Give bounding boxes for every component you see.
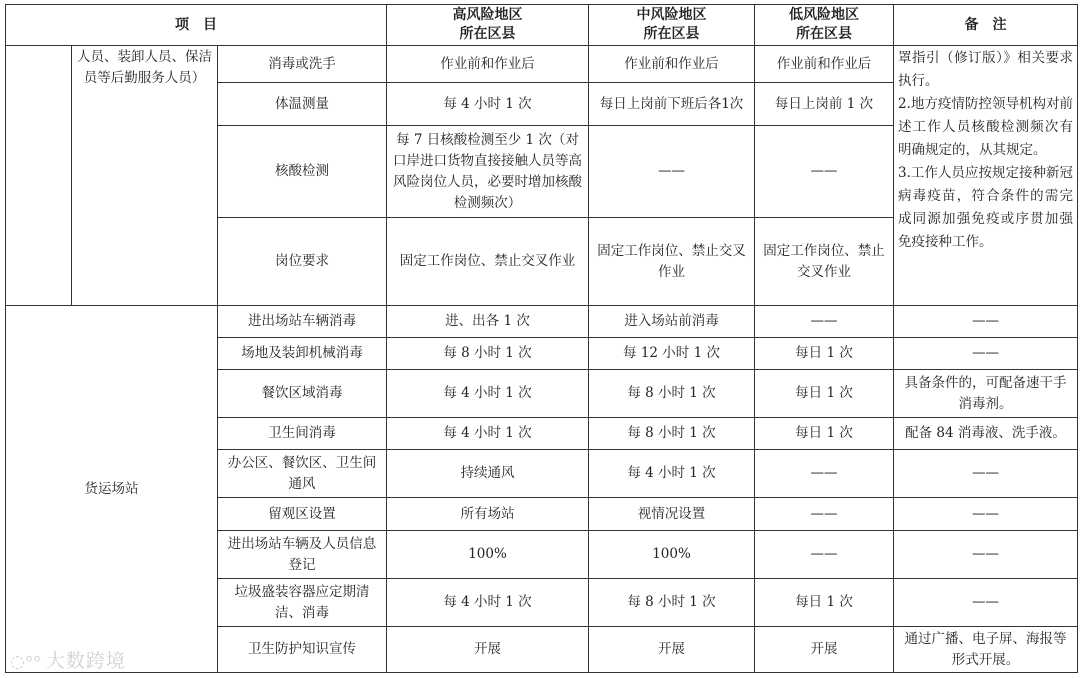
row-note: 配备 84 消毒液、洗手液。: [894, 418, 1078, 450]
header-notes: 备 注: [894, 5, 1078, 46]
row-mid: 开展: [589, 627, 755, 673]
row-low: 开展: [755, 627, 894, 673]
row-note: ——: [894, 338, 1078, 370]
prevention-table: [5, 4, 1078, 673]
row-mid: 每日上岗前下班后各1次: [589, 83, 755, 126]
row-low: 每日 1 次: [755, 579, 894, 627]
row-high: 持续通风: [387, 450, 589, 498]
row-mid: 进入场站前消毒: [589, 306, 755, 338]
row-mid: ——: [589, 126, 755, 218]
row-low: 每日 1 次: [755, 338, 894, 370]
row-mid: 作业前和作业后: [589, 46, 755, 83]
row-mid: 固定工作岗位、禁止交叉作业: [589, 218, 755, 306]
row-mid: 每 8 小时 1 次: [589, 579, 755, 627]
row-item: 进出场站车辆消毒: [218, 306, 387, 338]
row-high: 作业前和作业后: [387, 46, 589, 83]
row-low: ——: [755, 126, 894, 218]
header-low-risk: 低风险地区 所在区县: [755, 5, 894, 46]
row-item: 卫生防护知识宣传: [218, 627, 387, 673]
row-mid: 每 8 小时 1 次: [589, 370, 755, 418]
row-low: 每日 1 次: [755, 418, 894, 450]
row-item: 餐饮区域消毒: [218, 370, 387, 418]
row-item: 进出场站车辆及人员信息登记: [218, 531, 387, 579]
row-note: ——: [894, 531, 1078, 579]
row-item: 消毒或洗手: [218, 46, 387, 83]
watermark: [10, 646, 126, 673]
row-note: ——: [894, 579, 1078, 627]
table-row: [6, 46, 1078, 83]
row-low: ——: [755, 306, 894, 338]
row-high: 进、出各 1 次: [387, 306, 589, 338]
row-note: 具备条件的，可配备速干手消毒剂。: [894, 370, 1078, 418]
row-high: 每 4 小时 1 次: [387, 579, 589, 627]
row-high: 所有场站: [387, 498, 589, 531]
row-low: 每日 1 次: [755, 370, 894, 418]
row-high: 固定工作岗位、禁止交叉作业: [387, 218, 589, 306]
row-high: 每 4 小时 1 次: [387, 83, 589, 126]
empty-cell: [6, 46, 72, 306]
row-high: 每 4 小时 1 次: [387, 370, 589, 418]
row-mid: 每 8 小时 1 次: [589, 418, 755, 450]
row-note: ——: [894, 450, 1078, 498]
row-mid: 视情况设置: [589, 498, 755, 531]
row-item: 垃圾盛装容器应定期清洁、消毒: [218, 579, 387, 627]
workers-notes: 罩指引（修订版）》相关要求执行。 2.地方疫情防控领导机构对前述工作人员核酸检测频次有明确规定的，从其规定。 3.工作人员应按规定接种新冠病毒疫苗，符合条件的需完成同源加强免疫或序贯加强免疫接种工作。: [894, 46, 1078, 306]
row-high: 开展: [387, 627, 589, 673]
row-item: 卫生间消毒: [218, 418, 387, 450]
header-high-risk: 高风险地区 所在区县: [387, 5, 589, 46]
workers-category: 人员、装卸人员、保洁员等后勤服务人员）: [72, 46, 218, 306]
row-item: 体温测量: [218, 83, 387, 126]
station-category: 货运场站: [6, 306, 218, 673]
row-mid: 100%: [589, 531, 755, 579]
row-note: 通过广播、电子屏、海报等形式开展。: [894, 627, 1078, 673]
watermark-text: 大数跨境: [45, 650, 126, 672]
row-low: ——: [755, 498, 894, 531]
header-mid-risk: 中风险地区 所在区县: [589, 5, 755, 46]
table-row: [6, 306, 1078, 338]
row-note: ——: [894, 306, 1078, 338]
row-mid: 每 4 小时 1 次: [589, 450, 755, 498]
row-low: ——: [755, 450, 894, 498]
row-low: 固定工作岗位、禁止交叉作业: [755, 218, 894, 306]
row-high: 每 4 小时 1 次: [387, 418, 589, 450]
row-item: 岗位要求: [218, 218, 387, 306]
row-high: 每 8 小时 1 次: [387, 338, 589, 370]
row-high: 100%: [387, 531, 589, 579]
row-mid: 每 12 小时 1 次: [589, 338, 755, 370]
row-low: 作业前和作业后: [755, 46, 894, 83]
row-item: 核酸检测: [218, 126, 387, 218]
row-item: 办公区、餐饮区、卫生间通风: [218, 450, 387, 498]
row-item: 场地及装卸机械消毒: [218, 338, 387, 370]
row-low: ——: [755, 531, 894, 579]
row-low: 每日上岗前 1 次: [755, 83, 894, 126]
row-high: 每 7 日核酸检测至少 1 次（对口岸进口货物直接接触人员等高风险岗位人员，必要时增加核酸检测频次）: [387, 126, 589, 218]
row-item: 留观区设置: [218, 498, 387, 531]
header-row: [6, 5, 1078, 46]
row-note: ——: [894, 498, 1078, 531]
watermark-logo-icon: ◌ᵒᵒ: [10, 652, 42, 672]
header-item: 项 目: [6, 5, 387, 46]
